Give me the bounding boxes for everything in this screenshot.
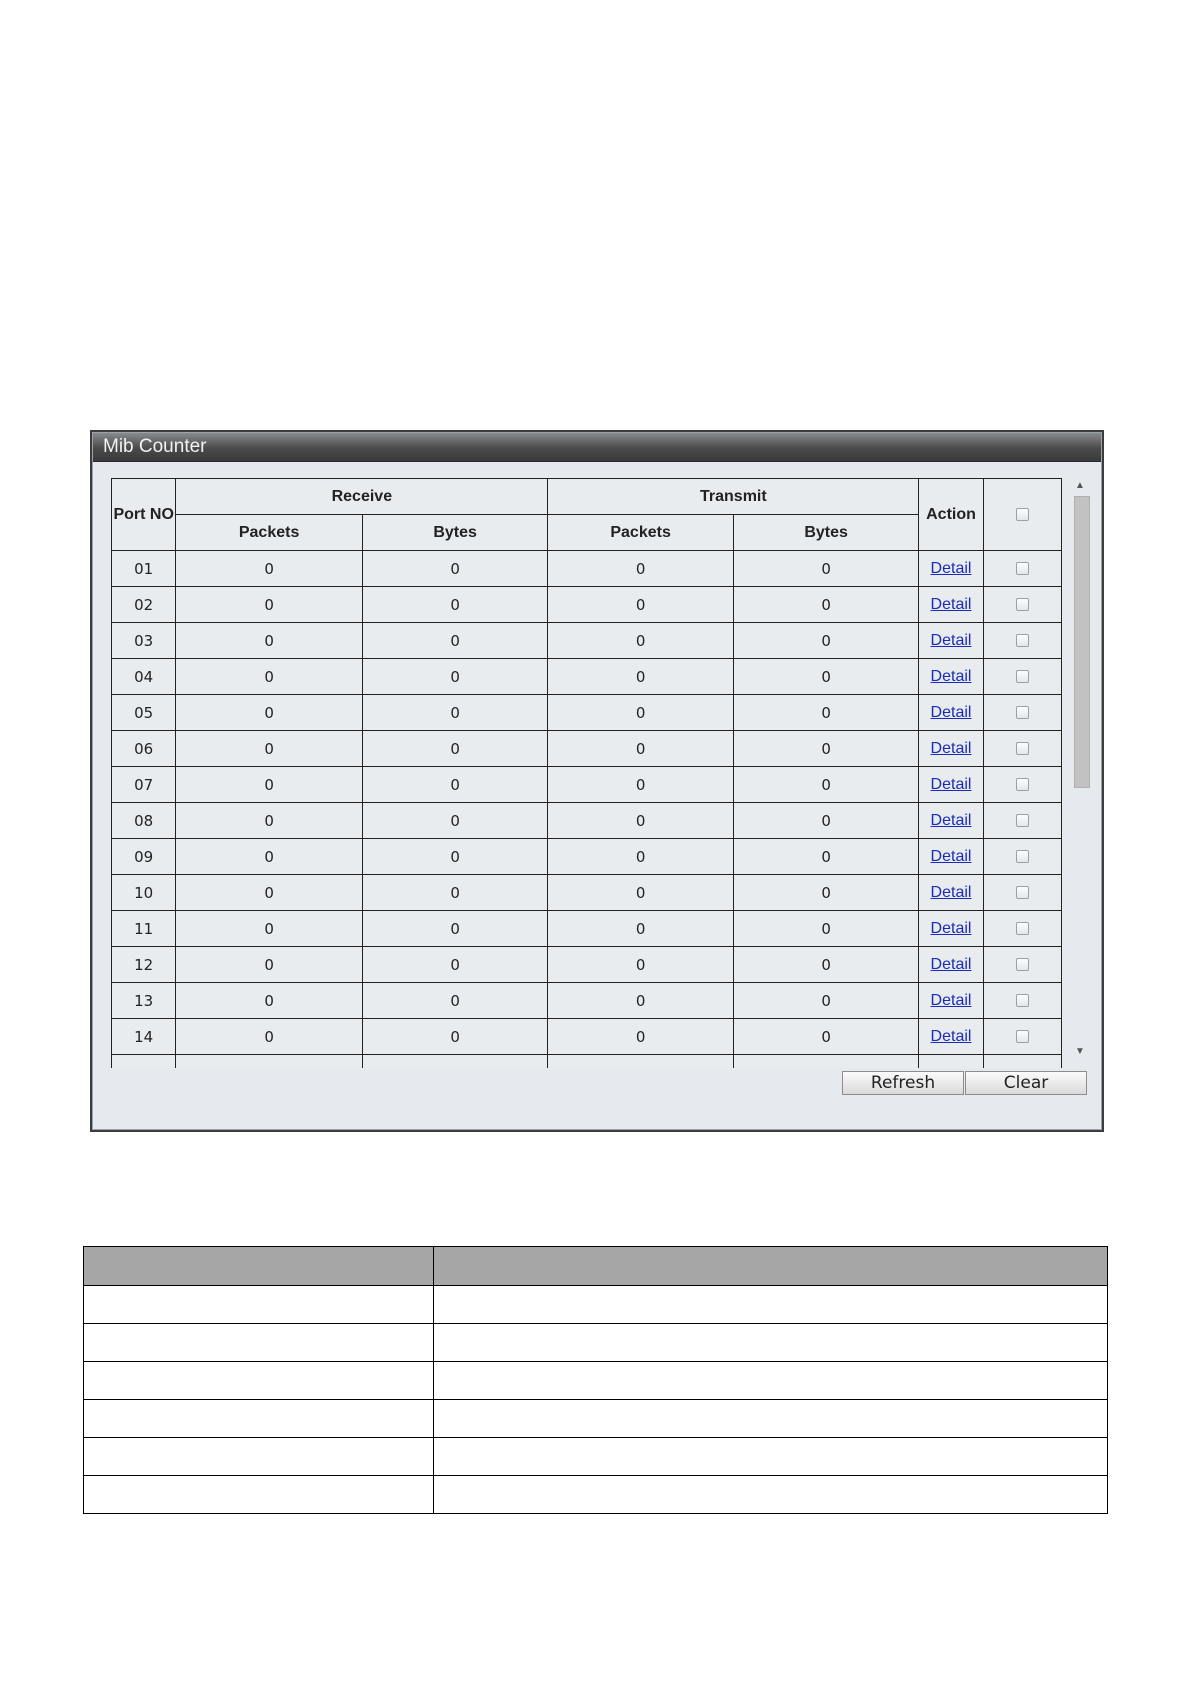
detail-link[interactable]: Detail (930, 883, 972, 901)
tx-packets-cell: 0 (548, 551, 733, 587)
table-row (112, 839, 1062, 875)
tx-bytes-cell: 0 (733, 803, 918, 839)
tx-bytes-cell: 0 (733, 695, 918, 731)
rx-packets-cell: 0 (176, 767, 363, 803)
description-row (84, 1286, 1108, 1324)
rx-bytes-cell: 0 (362, 875, 547, 911)
description-cell (84, 1362, 434, 1400)
tx-packets-cell: 0 (548, 767, 733, 803)
panel-title: Mib Counter (93, 433, 1101, 462)
action-cell (919, 875, 983, 911)
empty-cell (176, 1055, 363, 1069)
action-cell (919, 695, 983, 731)
rx-bytes-cell: 0 (362, 695, 547, 731)
description-table (83, 1246, 1108, 1514)
row-checkbox[interactable] (1016, 922, 1029, 935)
rx-bytes-cell: 0 (362, 731, 547, 767)
tx-packets-cell: 0 (548, 875, 733, 911)
action-cell (919, 803, 983, 839)
tx-bytes-cell: 0 (733, 587, 918, 623)
port-cell: 04 (112, 659, 176, 695)
scroll-up-arrow-icon[interactable]: ▲ (1075, 480, 1085, 491)
port-cell: 03 (112, 623, 176, 659)
port-cell: 14 (112, 1019, 176, 1055)
description-cell (84, 1438, 434, 1476)
detail-link[interactable]: Detail (930, 991, 972, 1009)
scroll-down-arrow-icon[interactable]: ▼ (1075, 1046, 1085, 1057)
description-cell (434, 1400, 1108, 1438)
description-cell (434, 1286, 1108, 1324)
rx-packets-cell: 0 (176, 695, 363, 731)
detail-link[interactable]: Detail (930, 1027, 972, 1045)
port-cell: 05 (112, 695, 176, 731)
scrollbar-thumb[interactable] (1074, 496, 1090, 788)
mib-table-body (112, 551, 1062, 1069)
vertical-scrollbar[interactable] (1071, 478, 1089, 1060)
table-row (112, 551, 1062, 587)
table-row-partial (112, 1055, 1062, 1069)
port-cell: 10 (112, 875, 176, 911)
empty-cell (112, 1055, 176, 1069)
header-tx-bytes: Bytes (733, 515, 918, 551)
rx-bytes-cell: 0 (362, 983, 547, 1019)
table-row (112, 1019, 1062, 1055)
rx-packets-cell: 0 (176, 551, 363, 587)
row-checkbox[interactable] (1016, 958, 1029, 971)
port-cell: 02 (112, 587, 176, 623)
select-cell (983, 767, 1061, 803)
table-row (112, 875, 1062, 911)
tx-bytes-cell: 0 (733, 767, 918, 803)
tx-bytes-cell: 0 (733, 983, 918, 1019)
table-row (112, 803, 1062, 839)
description-row (84, 1476, 1108, 1514)
tx-packets-cell: 0 (548, 695, 733, 731)
action-cell (919, 551, 983, 587)
tx-bytes-cell: 0 (733, 731, 918, 767)
action-cell (919, 623, 983, 659)
table-row (112, 983, 1062, 1019)
select-all-checkbox[interactable] (1016, 508, 1029, 521)
description-row (84, 1438, 1108, 1476)
tx-bytes-cell: 0 (733, 551, 918, 587)
tx-bytes-cell: 0 (733, 875, 918, 911)
table-row (112, 623, 1062, 659)
action-cell (919, 1019, 983, 1055)
tx-packets-cell: 0 (548, 947, 733, 983)
detail-link[interactable]: Detail (930, 703, 972, 721)
empty-cell (733, 1055, 918, 1069)
detail-link[interactable]: Detail (930, 919, 972, 937)
description-cell (434, 1362, 1108, 1400)
port-cell: 09 (112, 839, 176, 875)
rx-packets-cell: 0 (176, 983, 363, 1019)
select-cell (983, 875, 1061, 911)
detail-link[interactable]: Detail (930, 667, 972, 685)
table-row (112, 587, 1062, 623)
rx-bytes-cell: 0 (362, 551, 547, 587)
description-header-cell (434, 1247, 1108, 1286)
detail-link[interactable]: Detail (930, 595, 972, 613)
tx-bytes-cell: 0 (733, 947, 918, 983)
rx-packets-cell: 0 (176, 839, 363, 875)
description-row (84, 1324, 1108, 1362)
mib-table-viewport[interactable] (111, 478, 1069, 1068)
table-row (112, 659, 1062, 695)
empty-cell (548, 1055, 733, 1069)
row-checkbox[interactable] (1016, 670, 1029, 683)
header-receive: Receive (176, 479, 548, 515)
rx-packets-cell: 0 (176, 1019, 363, 1055)
detail-link[interactable]: Detail (930, 559, 972, 577)
header-tx-packets: Packets (548, 515, 733, 551)
refresh-button[interactable]: Refresh (842, 1071, 964, 1095)
description-cell (84, 1400, 434, 1438)
clear-button[interactable]: Clear (965, 1071, 1087, 1095)
row-checkbox[interactable] (1016, 886, 1029, 899)
description-cell (84, 1476, 434, 1514)
row-checkbox[interactable] (1016, 994, 1029, 1007)
tx-bytes-cell: 0 (733, 911, 918, 947)
select-cell (983, 587, 1061, 623)
header-port-no: Port NO (112, 479, 176, 551)
description-row (84, 1400, 1108, 1438)
detail-link[interactable]: Detail (930, 955, 972, 973)
panel-frame (92, 432, 1102, 1130)
rx-packets-cell: 0 (176, 587, 363, 623)
action-cell (919, 911, 983, 947)
action-cell (919, 947, 983, 983)
rx-bytes-cell: 0 (362, 839, 547, 875)
port-cell: 01 (112, 551, 176, 587)
description-cell (434, 1476, 1108, 1514)
table-row (112, 767, 1062, 803)
row-checkbox[interactable] (1016, 778, 1029, 791)
rx-packets-cell: 0 (176, 947, 363, 983)
port-cell: 11 (112, 911, 176, 947)
select-cell (983, 911, 1061, 947)
rx-bytes-cell: 0 (362, 767, 547, 803)
action-cell (919, 587, 983, 623)
header-transmit: Transmit (548, 479, 919, 515)
port-cell: 08 (112, 803, 176, 839)
header-select-all[interactable] (983, 479, 1061, 551)
row-checkbox[interactable] (1016, 1030, 1029, 1043)
row-checkbox[interactable] (1016, 814, 1029, 827)
tx-packets-cell: 0 (548, 911, 733, 947)
tx-packets-cell: 0 (548, 731, 733, 767)
tx-packets-cell: 0 (548, 803, 733, 839)
port-cell: 06 (112, 731, 176, 767)
rx-packets-cell: 0 (176, 731, 363, 767)
description-header-cell (84, 1247, 434, 1286)
rx-bytes-cell: 0 (362, 1019, 547, 1055)
action-cell (919, 839, 983, 875)
rx-bytes-cell: 0 (362, 911, 547, 947)
table-row (112, 731, 1062, 767)
select-cell (983, 695, 1061, 731)
description-row (84, 1362, 1108, 1400)
select-cell (983, 839, 1061, 875)
tx-packets-cell: 0 (548, 1019, 733, 1055)
row-checkbox[interactable] (1016, 706, 1029, 719)
mib-counter-table (111, 478, 1062, 1068)
select-cell (983, 1019, 1061, 1055)
table-row (112, 911, 1062, 947)
rx-bytes-cell: 0 (362, 623, 547, 659)
row-checkbox[interactable] (1016, 742, 1029, 755)
select-cell (983, 659, 1061, 695)
select-cell (983, 803, 1061, 839)
port-cell: 07 (112, 767, 176, 803)
detail-link[interactable]: Detail (930, 811, 972, 829)
description-header-row (84, 1247, 1108, 1286)
row-checkbox[interactable] (1016, 598, 1029, 611)
action-cell (919, 767, 983, 803)
rx-packets-cell: 0 (176, 803, 363, 839)
rx-packets-cell: 0 (176, 659, 363, 695)
rx-packets-cell: 0 (176, 911, 363, 947)
row-checkbox[interactable] (1016, 634, 1029, 647)
select-cell (983, 947, 1061, 983)
row-checkbox[interactable] (1016, 850, 1029, 863)
tx-packets-cell: 0 (548, 659, 733, 695)
action-cell (919, 983, 983, 1019)
rx-bytes-cell: 0 (362, 659, 547, 695)
empty-cell (983, 1055, 1061, 1069)
empty-cell (362, 1055, 547, 1069)
detail-link[interactable]: Detail (930, 739, 972, 757)
detail-link[interactable]: Detail (930, 631, 972, 649)
description-cell (434, 1324, 1108, 1362)
select-cell (983, 623, 1061, 659)
tx-bytes-cell: 0 (733, 839, 918, 875)
header-rx-bytes: Bytes (362, 515, 547, 551)
tx-bytes-cell: 0 (733, 623, 918, 659)
tx-bytes-cell: 0 (733, 1019, 918, 1055)
tx-packets-cell: 0 (548, 587, 733, 623)
detail-link[interactable]: Detail (930, 775, 972, 793)
description-cell (84, 1324, 434, 1362)
tx-packets-cell: 0 (548, 983, 733, 1019)
description-cell (84, 1286, 434, 1324)
tx-packets-cell: 0 (548, 623, 733, 659)
empty-cell (919, 1055, 983, 1069)
rx-packets-cell: 0 (176, 623, 363, 659)
mib-counter-panel (90, 430, 1104, 1132)
action-cell (919, 731, 983, 767)
port-cell: 13 (112, 983, 176, 1019)
header-action: Action (919, 479, 983, 551)
table-row (112, 695, 1062, 731)
select-cell (983, 551, 1061, 587)
rx-bytes-cell: 0 (362, 587, 547, 623)
tx-packets-cell: 0 (548, 839, 733, 875)
detail-link[interactable]: Detail (930, 847, 972, 865)
rx-bytes-cell: 0 (362, 947, 547, 983)
rx-packets-cell: 0 (176, 875, 363, 911)
select-cell (983, 983, 1061, 1019)
action-cell (919, 659, 983, 695)
header-rx-packets: Packets (176, 515, 363, 551)
description-cell (434, 1438, 1108, 1476)
table-row (112, 947, 1062, 983)
select-cell (983, 731, 1061, 767)
port-cell: 12 (112, 947, 176, 983)
row-checkbox[interactable] (1016, 562, 1029, 575)
tx-bytes-cell: 0 (733, 659, 918, 695)
rx-bytes-cell: 0 (362, 803, 547, 839)
